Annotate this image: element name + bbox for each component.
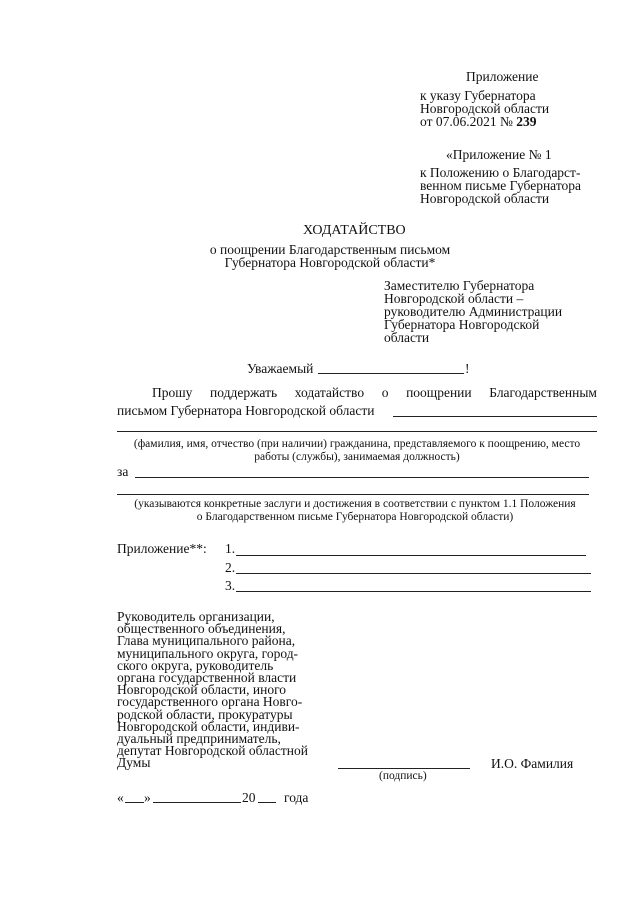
signatory-position [117,611,308,770]
body-word: ходатайство [294,385,365,400]
signatory-line: муниципального округа, город- [117,645,299,661]
signatory-line: Новгородской области, иного [117,682,287,698]
signatory-line: Новгородской области, индиви- [117,718,300,734]
appendix-number: «Приложение № 1 [446,147,552,162]
decree-line-1: к указу Губернатора [420,88,536,103]
merits-hint-line-1: (указываются конкретные заслуги и достижения в соответствии с пунктом 1.1 Положения [134,498,576,510]
attachment-field-2[interactable] [236,573,591,574]
decree-number: 239 [516,114,537,129]
date-year-prefix: 20 [242,790,256,805]
addressee-line-1: Заместителю Губернатора [384,278,535,293]
decree-reference [420,89,549,128]
merits-hint-line-2: о Благодарственном письме Губернатора Новгородской области) [196,511,514,523]
body-line-2: письмом Губернатора Новгородской области [117,403,375,418]
greeting-prefix: Уважаемый [247,361,314,376]
body-word: поощрении [406,385,472,400]
appendix-line-3: венном письме Губернатора [420,178,582,193]
decree-date-line [420,115,549,128]
signatory-line: государственного органа Новго- [117,694,303,710]
signatory-line: Руководитель организации, [117,609,275,624]
attachment-number-3: 3. [225,578,236,593]
addressee-line-4: Губернатора Новгородской [384,317,540,332]
nominee-field-1[interactable] [393,416,597,417]
addressee-line-3: руководителю Администрации [384,304,563,319]
appendix-reference [420,166,581,205]
addressee-block [384,279,562,344]
body-word: Прошу [152,385,193,400]
signatory-line: родской области, прокуратуры [117,706,293,722]
signature-field[interactable] [338,768,470,769]
appendix-title: Приложение [466,69,539,84]
document-subtitle-1: о поощрении Благодарственным письмом [209,242,451,257]
attachment-field-3[interactable] [236,591,591,592]
body-word: поддержать [210,385,278,400]
signatory-name: И.О. Фамилия [491,756,574,771]
merits-field-1[interactable] [135,477,589,478]
attachment-number-1: 1. [225,541,236,556]
decree-line-2: Новгородской области [420,101,550,116]
addressee-line-5: области [384,330,430,345]
date-open-quote: « [117,790,124,805]
body-line-1 [152,386,597,399]
document-subtitle-2: Губернатора Новгородской области* [224,255,436,270]
signature-hint: (подпись) [379,770,427,782]
date-year-suffix: года [284,790,309,805]
greeting-name-field[interactable] [318,373,464,374]
addressee-line-2: Новгородской области – [384,291,524,306]
date-year-field[interactable] [258,802,276,803]
date-close-quote: » [144,790,151,805]
decree-date: от 07.06.2021 № [420,114,513,129]
nominee-hint-line-1: (фамилия, имя, отчество (при наличии) гражданина, представляемого к поощрению, место [133,438,581,450]
nominee-hint-line-2: работы (службы), занимаемая должность) [254,451,460,463]
nominee-field-2[interactable] [117,431,597,432]
merits-label: за [117,464,129,479]
signatory-line: депутат Новгородской областной [117,743,308,759]
attachment-number-2: 2. [225,560,236,575]
greeting-suffix: ! [465,361,470,376]
body-word: Благодарственным [489,385,597,400]
body-word: о [381,385,389,400]
signatory-line: дуальный предприниматель, [117,731,281,747]
signatory-line: Глава муниципального района, [117,633,296,649]
merits-field-2[interactable] [117,494,589,495]
signatory-line: органа государственной власти [117,670,297,686]
signatory-line: Думы [117,755,151,771]
document-title: ХОДАТАЙСТВО [303,223,406,238]
appendix-line-4: Новгородской области [420,191,550,206]
signatory-line: общественного объединения, [117,621,286,637]
attachments-label: Приложение**: [117,541,207,556]
date-month-field[interactable] [153,802,241,803]
appendix-line-2: к Положению о Благодарст- [420,165,581,180]
attachment-field-1[interactable] [236,555,586,556]
signatory-line: ского округа, руководитель [117,657,274,673]
date-day-field[interactable] [125,802,144,803]
